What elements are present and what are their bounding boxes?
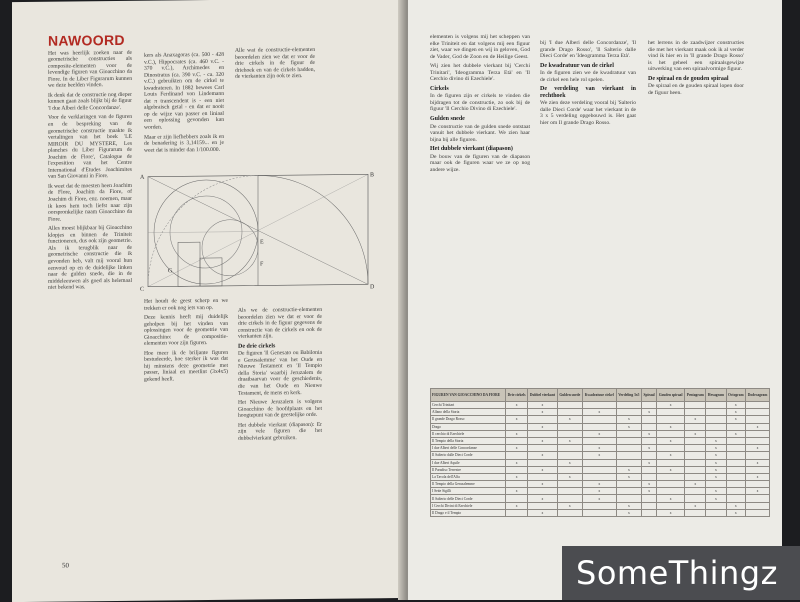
table-cell: x	[657, 509, 685, 516]
table-cell: x	[657, 495, 685, 502]
paragraph: Het houdt de geest scherp en we trekken er ook nog iets van op.	[144, 297, 228, 312]
table-cell	[642, 495, 657, 502]
table-cell: x	[746, 473, 770, 480]
table-cell	[746, 509, 770, 516]
table-cell: x	[528, 452, 558, 459]
table-cell	[657, 481, 685, 488]
table-cell	[616, 430, 641, 437]
table-cell: x	[582, 481, 616, 488]
table-cell: x	[706, 459, 726, 466]
table-row-name: I due Alberi Aquile	[431, 459, 506, 466]
table-cell	[506, 509, 528, 516]
left-col-3	[235, 47, 315, 84]
paragraph: het lerrens in de zaadwijzer constructies die met het vierkant maak ook ik al verder vind ik hier en in 'Il grande Drago Rosso' is het geheel een spiraalsgewijze uitwerking van een spiraalvormige figuur.	[648, 40, 744, 73]
table-cell	[726, 466, 746, 473]
subheading: De drie cirkels	[238, 343, 276, 350]
table-cell	[582, 473, 616, 480]
table-cell: x	[528, 509, 558, 516]
table-row-name: Alfano della Storia	[431, 409, 506, 416]
table-cell	[746, 402, 770, 409]
table-cell: x	[582, 495, 616, 502]
table-cell	[746, 502, 770, 509]
table-cell	[706, 481, 726, 488]
table-cell: x	[616, 416, 641, 423]
table-cell	[506, 437, 528, 444]
table-cell	[726, 495, 746, 502]
table-cell	[582, 423, 616, 430]
table-cell: x	[726, 509, 746, 516]
table-header-cell: Dodecagram	[746, 389, 770, 402]
table-row	[431, 459, 770, 466]
figure-label: A	[140, 174, 145, 181]
table-cell	[616, 452, 641, 459]
table-cell	[726, 445, 746, 452]
table-cell	[706, 402, 726, 409]
table-row-name: Il Paradiso Terrestre	[431, 466, 506, 473]
table-cell: x	[706, 495, 726, 502]
table-cell: x	[642, 459, 657, 466]
table-cell	[616, 488, 641, 495]
geometric-construction-figure	[138, 168, 378, 293]
table-cell	[616, 409, 641, 416]
afterword-heading: NAWOORD	[48, 31, 125, 49]
table-cell	[506, 409, 528, 416]
table-cell	[557, 445, 582, 452]
table-cell	[746, 409, 770, 416]
table-header-cell: FIGUREN VAN GIOACCHINO DA FIORE	[431, 389, 506, 402]
table-header-cell: Octogram	[726, 389, 746, 402]
table-cell: x	[726, 402, 746, 409]
table-cell: x	[706, 437, 726, 444]
table-row	[431, 409, 770, 416]
table-cell	[746, 430, 770, 437]
table-row	[431, 495, 770, 502]
subheading: De kwadratuur van de cirkel	[540, 62, 614, 69]
paragraph: Deze kennis heeft mij duidelijk geholpen bij het vinden van oplossingen voor de geometrie van Gioacchino: de compositie-elementen voor zijn figuren.	[144, 313, 228, 347]
table-cell	[642, 466, 657, 473]
table-cell: x	[616, 502, 641, 509]
figure-label: E	[260, 239, 264, 246]
table-row-name: Il cerchio di Ezechiele	[431, 430, 506, 437]
table-cell: x	[642, 409, 657, 416]
table-cell: x	[528, 437, 558, 444]
table-cell	[706, 509, 726, 516]
table-cell: x	[506, 416, 528, 423]
table-cell	[557, 402, 582, 409]
table-cell: x	[506, 502, 528, 509]
paragraph: In de figuren zien we de kwadratuur van de cirkel een hele rol spelen.	[540, 70, 636, 83]
paragraph: Alles moest blijkbaar bij Gioacchino klopjes en binnen de Triniteit functioneren, dus ook zijn geometrie. Als ik terugblik naar de geometrische constructie die ik gevonden heb, valt mij vooral hun eenvoud op en de duidelijke linken naar de gulden snede, die in de middeleeuwen als goed als helemaal niet bekend was.	[48, 225, 132, 291]
table-row-name: Il Drago e il Tempio	[431, 509, 506, 516]
table-cell	[528, 416, 558, 423]
table-cell: x	[685, 481, 706, 488]
table-cell: x	[582, 409, 616, 416]
table-row-name: I due Alberi delle Concordanze	[431, 445, 506, 452]
paragraph: Het Nieuwe Jeruzalem is volgens Gioacchino de hoofdplaats en het hoogtepunt van de geestelijke orde.	[238, 398, 322, 419]
table-cell	[657, 416, 685, 423]
table-cell	[685, 488, 706, 495]
table-cell: x	[726, 409, 746, 416]
table-cell	[642, 473, 657, 480]
table-cell	[582, 466, 616, 473]
paragraph: In de figuren zijn er cirkels te vinden die bijdragen tot de constructie, zo ook bij de figuur 'Il Cerchio Divino di Ezechiele'.	[430, 93, 530, 113]
table-cell	[726, 452, 746, 459]
table-cell: x	[657, 437, 685, 444]
subheading: Cirkels	[430, 85, 449, 92]
table-cell	[657, 473, 685, 480]
table-row	[431, 502, 770, 509]
table-header-cell: Pentagram	[685, 389, 706, 402]
page-number-left: 50	[62, 561, 69, 570]
table-row-name: Cerchi Trinitari	[431, 402, 506, 409]
table-cell	[582, 509, 616, 516]
figure-label: G	[168, 268, 173, 275]
table-cell: x	[746, 445, 770, 452]
table-cell	[642, 437, 657, 444]
table-cell	[685, 466, 706, 473]
table-cell	[726, 473, 746, 480]
table-cell	[685, 437, 706, 444]
table-cell	[657, 430, 685, 437]
table-cell	[582, 459, 616, 466]
table-cell: x	[582, 430, 616, 437]
table-cell	[746, 466, 770, 473]
paragraph: We zien deze verdeling vooral bij 'Salterio dalle Dieci Corde' waar het vierkant in de 3 x 5 verdeling opgebouwd is. Het gaat hier om Il grande Drago Rosso.	[540, 100, 636, 127]
table-cell	[557, 423, 582, 430]
table-cell	[528, 488, 558, 495]
paragraph: Het was heerlijk zoeken naar de geometrische constructies als composite-elementen voor de levendige figuren van Gioacchino da Fiore. In de Liber Figurarum kunnen we deze beelden vinden.	[48, 49, 132, 89]
table-header-cell: Verdeling 3x5	[616, 389, 641, 402]
table-cell	[685, 459, 706, 466]
table-row	[431, 416, 770, 423]
table-row-name: Il grande Drago Rosso	[431, 416, 506, 423]
table-row	[431, 437, 770, 444]
table-cell	[616, 445, 641, 452]
table-header-cell: Dubbel vierkant	[528, 389, 558, 402]
table-row	[431, 509, 770, 516]
table-cell	[685, 409, 706, 416]
table-cell	[642, 416, 657, 423]
table-row-name: La Tavola dell'Alfa	[431, 473, 506, 480]
subheading: Gulden snede	[430, 116, 465, 123]
table-cell	[528, 430, 558, 437]
table-cell: x	[528, 402, 558, 409]
table-cell: x	[506, 473, 528, 480]
paragraph: Ik weet dat de moesten heen Joachim de Flore, Joachim da Fiore, of Joachim di Fiore, enz. noemen, maar ik koos hem toch liefst naar zijn oorspronkelijke naam Gioacchino da Fiore.	[48, 182, 132, 223]
table-cell	[582, 416, 616, 423]
table-row	[431, 488, 770, 495]
table-cell: x	[616, 423, 641, 430]
table-cell	[528, 473, 558, 480]
paragraph: De bouw van de figuren van de diapason maar ook de figuren waar we ze op nog andere wijze.	[430, 153, 530, 173]
table-cell: x	[685, 502, 706, 509]
left-col-2	[144, 52, 224, 157]
table-cell: x	[506, 402, 528, 409]
table-cell	[557, 452, 582, 459]
right-page	[408, 0, 782, 600]
table-header-cell: Kwadratuur cirkel	[582, 389, 616, 402]
table-cell: x	[528, 423, 558, 430]
paragraph: De constructie van de gulden snede ontstaat vanuit het dubbele vierkant. We zien haar bijna bij alle figuren.	[430, 123, 530, 143]
table-cell	[616, 437, 641, 444]
table-cell	[506, 466, 528, 473]
table-cell	[642, 402, 657, 409]
table-cell	[642, 452, 657, 459]
table-cell	[528, 502, 558, 509]
table-cell	[706, 423, 726, 430]
table-cell: x	[506, 445, 528, 452]
table-cell: x	[657, 402, 685, 409]
table-cell: x	[657, 466, 685, 473]
table-cell: x	[746, 459, 770, 466]
left-col-3-lower	[238, 307, 322, 445]
right-col-3	[648, 40, 744, 99]
table-cell: x	[528, 495, 558, 502]
table-cell	[685, 402, 706, 409]
table-cell	[616, 495, 641, 502]
table-cell: x	[528, 409, 558, 416]
table-cell	[685, 495, 706, 502]
figure-label: C	[140, 286, 145, 293]
paragraph: Voor de verklaringen van de figuren en de bespreking van de geometrische constructie maakte ik vertalingen van het boek 'LE MIROIR DU MYSTERE, Les planches du Liber Figurarum de Joachim de Flore', Catalogue de l'exposition van het Centre International d'Etudes Joachimites van San Giovanni in Fiore.	[48, 114, 132, 181]
paragraph: kers als Anaxagoras (ca. 500 - 428 v.C.), Hippocrates (ca. 460 v.C. - 370 v.C.), Archimedes en Dinostratus (ca. 390 v.C. - ca. 320 v.C.) gebruikten om de cirkel te kwadrateren. In 1882 bewees Carl Louis Ferdinand von Lindemann dat π transcendent is - een niet algebraisch getal - en dat er nooit op de wijze van passer en liniaal een oplossing gevonden kan worden.	[144, 51, 224, 131]
table-cell	[582, 437, 616, 444]
table-cell	[616, 481, 641, 488]
table-header-row	[431, 389, 770, 402]
table-cell	[642, 502, 657, 509]
table-header-cell: Spiraal	[642, 389, 657, 402]
table-cell: x	[746, 423, 770, 430]
paragraph: Het dubbele vierkant (diapason): Er zijn vele figuren die het dubbelvierkant gebruiken.	[238, 421, 322, 442]
table-cell	[657, 502, 685, 509]
table-cell: x	[557, 473, 582, 480]
table-cell: x	[616, 509, 641, 516]
table-cell: x	[616, 466, 641, 473]
table-cell	[642, 423, 657, 430]
table-cell	[557, 409, 582, 416]
table-cell	[557, 430, 582, 437]
table-row-name: Drago	[431, 423, 506, 430]
table-header-cell: Gouden spiraal	[657, 389, 685, 402]
figure-label: D	[370, 284, 375, 291]
table-cell: x	[642, 481, 657, 488]
table-cell: x	[557, 416, 582, 423]
table-row	[431, 452, 770, 459]
subheading: De verdeling van vierkant in rechthoek	[540, 86, 636, 99]
table-cell	[506, 452, 528, 459]
table-cell: x	[657, 452, 685, 459]
table-cell: x	[642, 488, 657, 495]
table-cell: x	[557, 459, 582, 466]
table-cell	[528, 445, 558, 452]
table-cell: x	[642, 430, 657, 437]
table-cell	[557, 466, 582, 473]
paragraph: elementen is volgens mij het scheppen van elke Triniteit en dat volgens mij een figuur ziet, waar we dingen en wij in geloven, God de Vader, God de Zoon en de Heilige Geest.	[430, 34, 530, 60]
table-cell	[726, 481, 746, 488]
table-cell: x	[706, 488, 726, 495]
table-cell	[746, 416, 770, 423]
paragraph: Wij zien het dubbele vierkant bij 'Cerchi Trinitari', 'Ideogramma Terza Età' en 'Il Cerchio divino di Ezechiele'.	[430, 63, 530, 83]
table-cell: x	[726, 416, 746, 423]
table-cell: x	[726, 430, 746, 437]
table-cell	[557, 509, 582, 516]
table-cell	[582, 402, 616, 409]
table-cell: x	[557, 437, 582, 444]
left-col-2-lower	[144, 298, 228, 386]
table-cell	[746, 495, 770, 502]
table-cell	[506, 423, 528, 430]
table-cell: x	[528, 481, 558, 488]
figures-comparison-table	[430, 388, 770, 517]
table-header-cell: Gulden snede	[557, 389, 582, 402]
table-cell	[706, 409, 726, 416]
table-cell: x	[582, 445, 616, 452]
paragraph: De spiraal en de gouden spiraal lopen door de figuur heen.	[648, 83, 744, 96]
watermark-logo: SomeThingz	[562, 546, 800, 600]
table-cell	[557, 495, 582, 502]
table-header-cell: Drie cirkels	[506, 389, 528, 402]
figure-label: B	[370, 172, 375, 179]
table-row-name: Il Tempio della Gerusalemme	[431, 481, 506, 488]
table-cell	[685, 445, 706, 452]
paragraph: Hoe meer ik de briljante figuren bestudeerde, hoe sterker ik was dat hij minstens deze geometrie met passer, liniaal en meetlint (3x4x5) gekend heeft.	[144, 349, 228, 383]
table-cell	[557, 481, 582, 488]
table-header-cell: Hexagram	[706, 389, 726, 402]
left-page	[12, 0, 408, 602]
paragraph: Maar er zijn liefhebbers zoals ik en de benadering is 3,14159... en je weet dat is minder dan 1/100.000.	[144, 133, 224, 154]
table-cell	[746, 437, 770, 444]
table-cell	[726, 488, 746, 495]
table-cell	[528, 459, 558, 466]
table-cell	[657, 488, 685, 495]
table-cell	[746, 481, 770, 488]
table-cell: x	[706, 473, 726, 480]
paragraph: Als we de constructie-elementen beoordelen zien we dat er voor de drie cirkels in de figuur gegevens de constructie van de cirkels en ook de vierkanten zijn.	[238, 306, 322, 340]
table-row-name: Il Salterio dalle Dieci Corde	[431, 452, 506, 459]
table-cell: x	[726, 502, 746, 509]
table-cell: x	[706, 452, 726, 459]
table-cell: x	[685, 430, 706, 437]
table-cell	[582, 502, 616, 509]
table-cell: x	[506, 488, 528, 495]
right-col-1	[430, 34, 530, 176]
table-row	[431, 423, 770, 430]
table-cell: x	[642, 445, 657, 452]
paragraph: De figuren 'Il Genesato ou Babilonia e Gerusalemme' van het Oude en Nieuwe Testament en 'Il Tempio della Storia' waarbij Jeruzalem de draaibaarvan voor de geschiedenis, die van het Oude en Nieuwe Testament, de mens en kerk.	[238, 350, 322, 397]
table-cell	[657, 409, 685, 416]
table-cell	[557, 488, 582, 495]
table-row	[431, 402, 770, 409]
table-cell: x	[528, 466, 558, 473]
paragraph: Alle wat de constructie-elementen beoordelen zien we dat er voor de drie cirkels in de figuur de driehoek en van de cirkels hadden, de vierkanten zijn ook te zien.	[235, 46, 315, 80]
table-cell	[685, 423, 706, 430]
subheading: Het dubbele vierkant (diapason)	[430, 146, 513, 153]
table-cell	[726, 437, 746, 444]
table-row	[431, 473, 770, 480]
table-cell: x	[582, 452, 616, 459]
table-cell	[746, 452, 770, 459]
subheading: De spiraal en de gouden spiraal	[648, 75, 729, 82]
paragraph: bij 'I due Alberi delle Concordanze', 'Il grande Drago Rosso', 'Il Salterio dalle Dieci Corde' en 'Ideogramma Terza Età'.	[540, 40, 636, 60]
table-cell: x	[506, 459, 528, 466]
table-cell: x	[506, 430, 528, 437]
table-cell	[706, 502, 726, 509]
table-cell	[506, 495, 528, 502]
table-cell	[506, 481, 528, 488]
table-cell: x	[582, 488, 616, 495]
table-row-name: I Sette Sigilli	[431, 488, 506, 495]
table-cell: x	[746, 488, 770, 495]
table-cell: x	[557, 502, 582, 509]
table-row	[431, 466, 770, 473]
table-row	[431, 445, 770, 452]
table-cell	[616, 402, 641, 409]
table-cell	[685, 452, 706, 459]
right-col-2	[540, 40, 636, 130]
table-row-name: I Cerchi Divini di Ezechiele	[431, 502, 506, 509]
table-cell	[726, 423, 746, 430]
table-cell: x	[685, 416, 706, 423]
table-cell	[642, 509, 657, 516]
table-cell	[706, 416, 726, 423]
table-cell	[726, 459, 746, 466]
table-cell: x	[657, 423, 685, 430]
table-row-name: Il Tempio della Storia	[431, 437, 506, 444]
table-row-name: Il Salterio delle Dieci Corde	[431, 495, 506, 502]
table-cell: x	[616, 473, 641, 480]
table-cell	[685, 509, 706, 516]
table-cell	[657, 459, 685, 466]
table-cell	[657, 445, 685, 452]
paragraph: Ik denk dat de constructie nog dieper kunnen gaan zoals blijkt bij de figuur 'I due Alberi delle Concordanze'.	[48, 91, 132, 112]
table-row	[431, 430, 770, 437]
table-cell	[706, 430, 726, 437]
table-row	[431, 481, 770, 488]
figure-label: F	[260, 261, 264, 268]
table-cell	[616, 459, 641, 466]
table-cell: x	[706, 466, 726, 473]
table-cell: x	[706, 445, 726, 452]
left-col-1	[48, 31, 132, 295]
table-cell	[685, 473, 706, 480]
